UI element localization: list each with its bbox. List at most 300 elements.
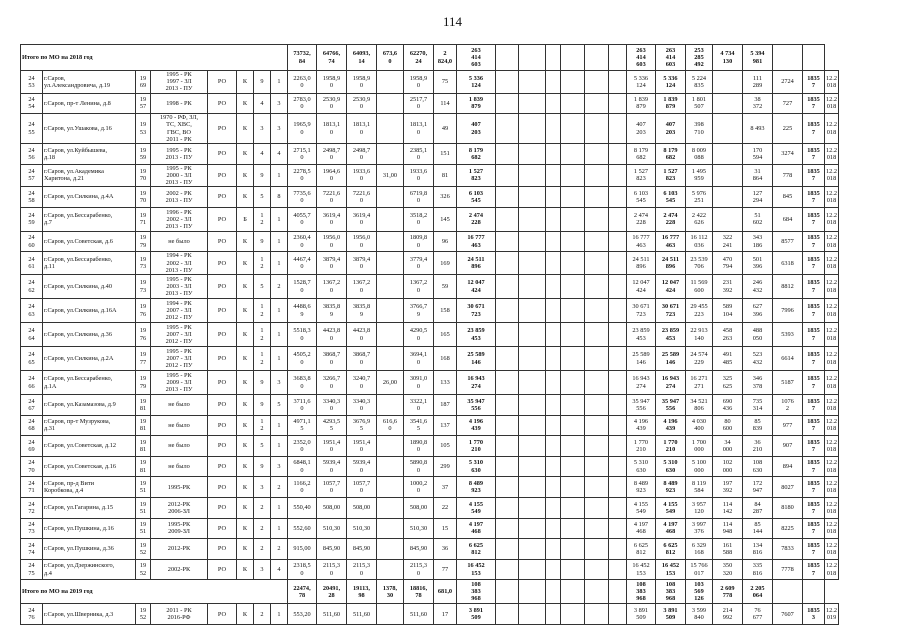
area-residents-cell: 1000,2 0 [404, 477, 434, 498]
address-cell: г.Саров, ул.Гагарина, д.15 [43, 497, 136, 518]
cost-total-cell: 4 155 549 [627, 497, 656, 518]
floors-cell: 9 [254, 164, 271, 187]
residents-cell: 168 [434, 347, 457, 371]
entrances-cell: 4 [271, 559, 288, 580]
floors-cell: 5 [254, 436, 271, 457]
table-row [21, 114, 839, 144]
regional-cell: 470 794 [713, 252, 743, 275]
material-cell: РО [208, 347, 237, 371]
area-all-cell: 1057,7 0 [317, 477, 347, 498]
table-row [21, 164, 839, 187]
total-area-nonres: 673,6 0 [377, 45, 404, 71]
deadline-cell: 12.2 018 [825, 497, 839, 518]
fund-2-cell: 3 599 840 [686, 604, 713, 625]
entrances-cell: 1 [271, 299, 288, 323]
unit-cost-cell: 727 [773, 93, 803, 114]
year-cell: 19 76 [136, 299, 151, 323]
floors-cell: 3 [254, 559, 271, 580]
entrances-cell: 2 [271, 477, 288, 498]
repair-cell: 2011 - РК 2016-РФ [151, 604, 208, 625]
total-label: Итого по МО на 2019 год [21, 580, 288, 604]
limit-cost-cell: 1835 7 [803, 518, 825, 539]
area-living-cell: 7221,6 0 [347, 187, 377, 208]
floors-cell: 1 2 [254, 323, 271, 347]
year-cell: 19 52 [136, 559, 151, 580]
cost-total-cell: 23 859 453 [627, 323, 656, 347]
cost-cell: 23 859 453 [457, 323, 496, 347]
local-cell: 85 839 [743, 415, 773, 436]
area-living-cell: 2115,3 0 [347, 559, 377, 580]
area-nonres-cell [377, 323, 404, 347]
kind-cell: К [237, 415, 254, 436]
entrances-cell: 1 [271, 252, 288, 275]
local-cell: 111 289 [743, 71, 773, 94]
cost-total-cell: 1 527 823 [627, 164, 656, 187]
residents-cell: 114 [434, 93, 457, 114]
regional-cell: 491 485 [713, 347, 743, 371]
address-cell: г.Саров, ул.Александровича, д.19 [43, 71, 136, 94]
cost-cell: 6 625 812 [457, 539, 496, 560]
floors-cell: 1 2 [254, 415, 271, 436]
area-residents-cell: 3766,7 9 [404, 299, 434, 323]
regional-cell: 325 625 [713, 371, 743, 395]
unit-cost-cell: 1076 2 [773, 395, 803, 416]
total-area-all: 64766, 74 [317, 45, 347, 71]
entrances-cell: 1 [271, 71, 288, 94]
regional-cell [713, 164, 743, 187]
unit-cost-cell: 8577 [773, 231, 803, 252]
residents-cell: 187 [434, 395, 457, 416]
repair-cell: не было [151, 231, 208, 252]
fund-cell: 12 047 424 [656, 275, 686, 299]
residents-cell: 75 [434, 71, 457, 94]
limit-cost-cell: 1835 7 [803, 477, 825, 498]
total-cost: 108 383 968 [457, 580, 496, 604]
entrances-cell: 8 [271, 187, 288, 208]
year-cell: 19 79 [136, 231, 151, 252]
area-total-cell: 1965,9 0 [288, 114, 317, 144]
limit-cost-cell: 1835 7 [803, 371, 825, 395]
table-row [21, 93, 839, 114]
deadline-cell: 12.2 018 [825, 539, 839, 560]
area-all-cell: 510,30 [317, 518, 347, 539]
regional-cell: 34 000 [713, 436, 743, 457]
address-cell: г.Саров, ул.Бессарабенко, д.1А [43, 371, 136, 395]
repair-cell: 1995 - РК 2007 - ЗЛ 2012 - ПУ [151, 323, 208, 347]
floors-cell: 2 [254, 518, 271, 539]
total-area-all: 20491, 28 [317, 580, 347, 604]
row-number: 24 69 [21, 436, 43, 457]
entrances-cell: 3 [271, 371, 288, 395]
cost-cell: 4 197 468 [457, 518, 496, 539]
row-number: 24 62 [21, 275, 43, 299]
area-total-cell: 2263,0 0 [288, 71, 317, 94]
fund-cell: 16 943 274 [656, 371, 686, 395]
cost-cell: 2 474 228 [457, 207, 496, 231]
area-nonres-cell: 616,6 0 [377, 415, 404, 436]
fund-2-cell: 16 112 036 [686, 231, 713, 252]
total-residents: 2 824,0 [434, 45, 457, 71]
cost-cell: 1 839 879 [457, 93, 496, 114]
row-number: 24 74 [21, 539, 43, 560]
area-all-cell: 3835,8 9 [317, 299, 347, 323]
kind-cell: К [237, 93, 254, 114]
cost-cell: 1 527 823 [457, 164, 496, 187]
material-cell: РО [208, 477, 237, 498]
entrances-cell: 3 [271, 114, 288, 144]
material-cell: РО [208, 299, 237, 323]
area-all-cell: 4293,5 5 [317, 415, 347, 436]
floors-cell: 9 [254, 395, 271, 416]
residents-cell: 77 [434, 559, 457, 580]
limit-cost-cell: 1835 7 [803, 539, 825, 560]
repair-cell: 1995 - РК 2009 - ЗЛ 2013 - ПУ [151, 371, 208, 395]
residents-cell: 105 [434, 436, 457, 457]
limit-cost-cell: 1835 7 [803, 187, 825, 208]
area-total-cell: 5518,3 0 [288, 323, 317, 347]
total-fund: 263 414 603 [656, 45, 686, 71]
cost-total-cell: 6 103 545 [627, 187, 656, 208]
year-cell: 19 76 [136, 323, 151, 347]
unit-cost-cell: 7996 [773, 299, 803, 323]
area-total-cell: 2318,5 0 [288, 559, 317, 580]
local-cell: 8 493 [743, 114, 773, 144]
regional-cell: 214 992 [713, 604, 743, 625]
area-nonres-cell [377, 187, 404, 208]
repair-program-table [20, 44, 839, 625]
unit-cost-cell: 7833 [773, 539, 803, 560]
table-row [21, 144, 839, 165]
address-cell: г.Саров, ул.Советская, д.6 [43, 231, 136, 252]
area-nonres-cell [377, 71, 404, 94]
unit-cost-cell: 8225 [773, 518, 803, 539]
entrances-cell: 1 [271, 518, 288, 539]
limit-cost-cell: 1835 7 [803, 164, 825, 187]
fund-2-cell: 4 030 400 [686, 415, 713, 436]
fund-2-cell: 29 455 223 [686, 299, 713, 323]
material-cell: РО [208, 415, 237, 436]
table-row [21, 323, 839, 347]
repair-cell: 2002-РК [151, 559, 208, 580]
address-cell: г.Саров, ул.Пушкина, д.16 [43, 518, 136, 539]
kind-cell: К [237, 299, 254, 323]
local-cell: 170 594 [743, 144, 773, 165]
cost-cell: 4 155 549 [457, 497, 496, 518]
cost-total-cell: 1 770 210 [627, 436, 656, 457]
address-cell: г.Саров, ул.Советская, д.12 [43, 436, 136, 457]
year-cell: 19 51 [136, 518, 151, 539]
limit-cost-cell: 1835 7 [803, 275, 825, 299]
fund-2-cell: 1 495 959 [686, 164, 713, 187]
fund-cell: 4 197 468 [656, 518, 686, 539]
area-nonres-cell [377, 456, 404, 477]
total-area: 73732, 84 [288, 45, 317, 71]
floors-cell: 1 2 [254, 299, 271, 323]
cost-cell: 25 589 146 [457, 347, 496, 371]
area-residents-cell: 5890,8 0 [404, 456, 434, 477]
local-cell: 108 630 [743, 456, 773, 477]
entrances-cell: 1 [271, 436, 288, 457]
fund-cell: 4 196 439 [656, 415, 686, 436]
area-all-cell: 508,00 [317, 497, 347, 518]
material-cell: РО [208, 187, 237, 208]
area-nonres-cell [377, 497, 404, 518]
area-nonres-cell [377, 604, 404, 625]
area-living-cell: 2530,9 0 [347, 93, 377, 114]
floors-cell: 2 [254, 497, 271, 518]
regional-cell [713, 93, 743, 114]
area-residents-cell: 510,30 [404, 518, 434, 539]
cost-cell: 5 336 124 [457, 71, 496, 94]
table-row [21, 275, 839, 299]
fund-cell: 6 103 545 [656, 187, 686, 208]
cost-total-cell: 16 777 463 [627, 231, 656, 252]
residents-cell: 96 [434, 231, 457, 252]
deadline-cell: 12.2 018 [825, 559, 839, 580]
fund-cell: 30 671 723 [656, 299, 686, 323]
area-all-cell: 511,60 [317, 604, 347, 625]
repair-cell: 2012-РК [151, 539, 208, 560]
residents-cell: 169 [434, 252, 457, 275]
area-living-cell: 1813,1 0 [347, 114, 377, 144]
address-cell: г.Саров, ул.Силкина, д.4А [43, 187, 136, 208]
repair-cell: не было [151, 415, 208, 436]
residents-cell: 158 [434, 299, 457, 323]
table-row [21, 299, 839, 323]
residents-cell: 151 [434, 144, 457, 165]
kind-cell: К [237, 71, 254, 94]
kind-cell: К [237, 497, 254, 518]
address-cell: г.Саров, ул.Силкина, д.16А [43, 299, 136, 323]
area-total-cell: 2360,4 0 [288, 231, 317, 252]
address-cell: г.Саров, ул.Советская, д.16 [43, 456, 136, 477]
floors-cell: 5 [254, 187, 271, 208]
row-number: 24 63 [21, 299, 43, 323]
local-cell: 172 947 [743, 477, 773, 498]
cost-total-cell: 2 474 228 [627, 207, 656, 231]
fund-2-cell: 398 710 [686, 114, 713, 144]
total-regional: 4 734 130 [713, 45, 743, 71]
year-cell: 19 71 [136, 207, 151, 231]
regional-cell: 690 436 [713, 395, 743, 416]
fund-cell: 2 474 228 [656, 207, 686, 231]
repair-cell: 1970 - РФ, ЗЛ, ТС, ХВС, ГВС, ВО 2011 - РК [151, 114, 208, 144]
deadline-cell: 12.2 018 [825, 347, 839, 371]
table-row [21, 456, 839, 477]
cost-total-cell: 8 489 923 [627, 477, 656, 498]
table-body [21, 45, 839, 625]
unit-cost-cell: 225 [773, 114, 803, 144]
local-cell: 627 396 [743, 299, 773, 323]
area-total-cell: 2783,0 0 [288, 93, 317, 114]
area-nonres-cell [377, 436, 404, 457]
area-all-cell: 2115,3 0 [317, 559, 347, 580]
material-cell: РО [208, 436, 237, 457]
deadline-cell: 12.2 018 [825, 415, 839, 436]
fund-2-cell: 1 700 000 [686, 436, 713, 457]
local-cell: 488 050 [743, 323, 773, 347]
area-residents-cell: 508,00 [404, 497, 434, 518]
fund-2-cell: 11 569 600 [686, 275, 713, 299]
deadline-cell: 12.2 019 [825, 604, 839, 625]
area-nonres-cell [377, 231, 404, 252]
fund-cell: 1 839 879 [656, 93, 686, 114]
row-number: 24 68 [21, 415, 43, 436]
total-cost-2: 263 414 603 [627, 45, 656, 71]
entrances-cell: 1 [271, 415, 288, 436]
area-nonres-cell [377, 395, 404, 416]
cost-cell: 12 047 424 [457, 275, 496, 299]
cost-total-cell: 25 589 146 [627, 347, 656, 371]
area-all-cell: 1813,1 0 [317, 114, 347, 144]
area-residents-cell: 3091,0 0 [404, 371, 434, 395]
area-total-cell: 550,40 [288, 497, 317, 518]
limit-cost-cell: 1835 7 [803, 497, 825, 518]
row-number: 24 61 [21, 252, 43, 275]
table-row [21, 347, 839, 371]
area-residents-cell: 3518,2 0 [404, 207, 434, 231]
area-nonres-cell: 31,00 [377, 164, 404, 187]
local-cell: 523 432 [743, 347, 773, 371]
area-all-cell: 1951,4 0 [317, 436, 347, 457]
row-number: 24 59 [21, 207, 43, 231]
cost-cell: 407 203 [457, 114, 496, 144]
repair-cell: не было [151, 456, 208, 477]
total-area: 22474, 78 [288, 580, 317, 604]
floors-cell: 3 [254, 477, 271, 498]
table-row [21, 539, 839, 560]
total-area-living: 64093, 14 [347, 45, 377, 71]
deadline-cell: 12.2 018 [825, 275, 839, 299]
limit-cost-cell: 1835 7 [803, 415, 825, 436]
total-cost: 263 414 603 [457, 45, 496, 71]
area-living-cell: 1956,0 0 [347, 231, 377, 252]
area-living-cell: 3835,8 9 [347, 299, 377, 323]
cost-cell: 3 891 509 [457, 604, 496, 625]
local-cell: 127 294 [743, 187, 773, 208]
regional-cell: 161 588 [713, 539, 743, 560]
area-all-cell: 845,90 [317, 539, 347, 560]
row-number: 24 56 [21, 144, 43, 165]
area-total-cell: 553,20 [288, 604, 317, 625]
local-cell: 735 314 [743, 395, 773, 416]
kind-cell: К [237, 231, 254, 252]
limit-cost-cell: 1835 7 [803, 93, 825, 114]
fund-cell: 3 891 509 [656, 604, 686, 625]
kind-cell: К [237, 323, 254, 347]
area-total-cell: 552,60 [288, 518, 317, 539]
repair-cell: 1995 - РК 2007 - ЗЛ 2012 - ПУ [151, 347, 208, 371]
repair-cell: 2002 - РК 2013 - ПУ [151, 187, 208, 208]
address-cell: г.Саров, ул.Бессарабенко, д.11 [43, 252, 136, 275]
fund-cell: 23 859 453 [656, 323, 686, 347]
row-number: 24 75 [21, 559, 43, 580]
fund-cell: 5 310 630 [656, 456, 686, 477]
material-cell: РО [208, 395, 237, 416]
row-number: 24 72 [21, 497, 43, 518]
entrances-cell: 2 [271, 539, 288, 560]
kind-cell: К [237, 275, 254, 299]
regional-cell: 589 104 [713, 299, 743, 323]
area-residents-cell: 2115,3 0 [404, 559, 434, 580]
local-cell: 346 378 [743, 371, 773, 395]
total-fund: 108 383 968 [656, 580, 686, 604]
fund-2-cell: 5 100 000 [686, 456, 713, 477]
address-cell: г.Саров, пр-д Вити Коробкова, д.4 [43, 477, 136, 498]
area-total-cell: 2715,1 0 [288, 144, 317, 165]
table-row [21, 497, 839, 518]
address-cell: г.Саров, ул.Силкина, д.2А [43, 347, 136, 371]
floors-cell: 9 [254, 71, 271, 94]
total-fund-2: 103 569 126 [686, 580, 713, 604]
total-row-2018 [21, 45, 839, 71]
area-residents-cell: 6719,8 0 [404, 187, 434, 208]
floors-cell: 9 [254, 456, 271, 477]
area-living-cell: 508,00 [347, 497, 377, 518]
cost-cell: 35 947 556 [457, 395, 496, 416]
area-total-cell: 3683,8 0 [288, 371, 317, 395]
address-cell: г.Саров, ул.Шверника, д.3 [43, 604, 136, 625]
limit-cost-cell: 1835 7 [803, 252, 825, 275]
limit-cost-cell: 1835 7 [803, 144, 825, 165]
kind-cell: К [237, 371, 254, 395]
total-fund-2: 253 285 492 [686, 45, 713, 71]
fund-cell: 8 489 923 [656, 477, 686, 498]
area-nonres-cell [377, 252, 404, 275]
local-cell: 246 432 [743, 275, 773, 299]
address-cell: г.Саров, ул.Академика Харитона, д.21 [43, 164, 136, 187]
row-number: 24 71 [21, 477, 43, 498]
kind-cell: К [237, 347, 254, 371]
table-row [21, 604, 839, 625]
row-number: 24 76 [21, 604, 43, 625]
kind-cell: К [237, 252, 254, 275]
deadline-cell: 12.2 018 [825, 252, 839, 275]
material-cell: РО [208, 497, 237, 518]
year-cell: 19 57 [136, 93, 151, 114]
cost-cell: 1 770 210 [457, 436, 496, 457]
residents-cell: 49 [434, 114, 457, 144]
material-cell: РО [208, 231, 237, 252]
entrances-cell: 1 [271, 604, 288, 625]
residents-cell: 36 [434, 539, 457, 560]
floors-cell: 9 [254, 371, 271, 395]
year-cell: 19 73 [136, 252, 151, 275]
kind-cell: К [237, 539, 254, 560]
fund-2-cell: 1 801 507 [686, 93, 713, 114]
regional-cell: 197 392 [713, 477, 743, 498]
material-cell: РО [208, 371, 237, 395]
area-nonres-cell [377, 299, 404, 323]
area-living-cell: 5939,4 0 [347, 456, 377, 477]
area-nonres-cell [377, 275, 404, 299]
area-living-cell: 511,60 [347, 604, 377, 625]
residents-cell: 299 [434, 456, 457, 477]
area-residents-cell: 1809,8 0 [404, 231, 434, 252]
area-all-cell: 3266,7 0 [317, 371, 347, 395]
regional-cell: 102 000 [713, 456, 743, 477]
unit-cost-cell: 6614 [773, 347, 803, 371]
regional-cell: 458 263 [713, 323, 743, 347]
regional-cell [713, 187, 743, 208]
unit-cost-cell: 2724 [773, 71, 803, 94]
cost-total-cell: 6 625 812 [627, 539, 656, 560]
cost-total-cell: 1 839 879 [627, 93, 656, 114]
kind-cell: К [237, 114, 254, 144]
floors-cell: 1 2 [254, 207, 271, 231]
cost-total-cell: 3 891 509 [627, 604, 656, 625]
year-cell: 19 77 [136, 347, 151, 371]
